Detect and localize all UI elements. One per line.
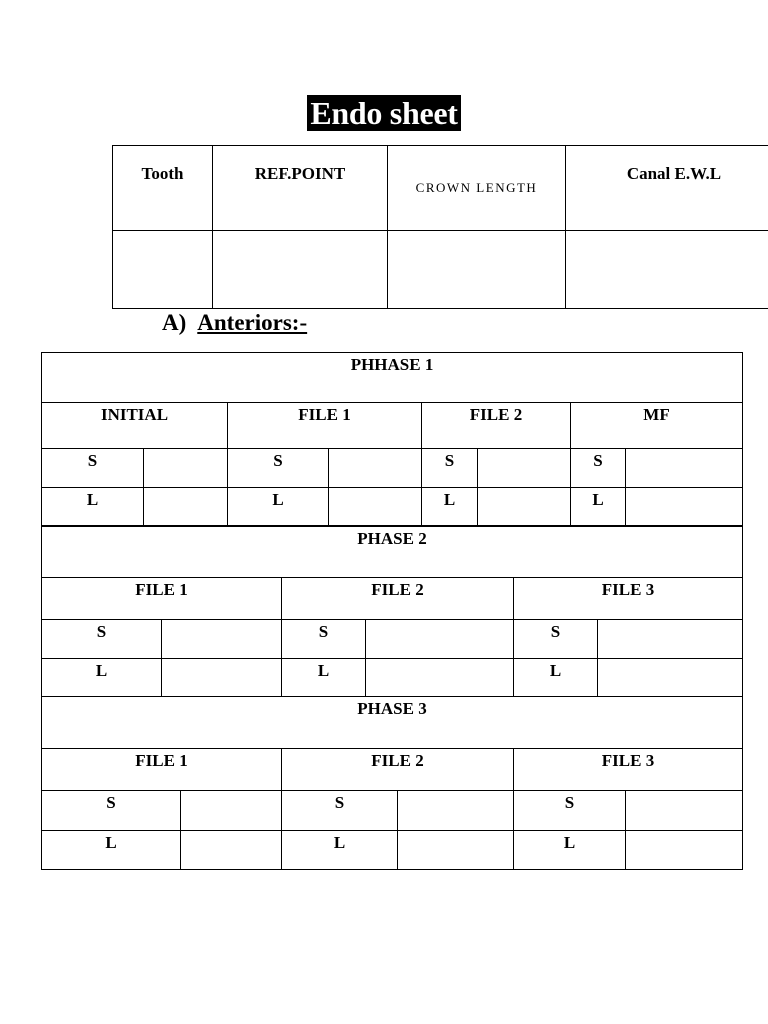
phase-1-file2-l-entry[interactable] xyxy=(478,488,571,526)
phase-1-file-initial: INITIAL xyxy=(42,403,228,449)
ref-point-value-cell[interactable] xyxy=(213,231,388,309)
phase-2-file-1: FILE 1 xyxy=(42,578,282,620)
phase-1-s-label: S xyxy=(422,449,478,488)
phase-2-file3-s-entry[interactable] xyxy=(598,620,743,659)
phase-1-l-label: L xyxy=(422,488,478,526)
phase-1-s-label: S xyxy=(571,449,626,488)
tooth-header-table xyxy=(112,145,768,309)
phase-2-file2-s-entry[interactable] xyxy=(366,620,514,659)
phase-3-s-label: S xyxy=(42,791,181,831)
phase-3-l-label: L xyxy=(514,831,626,870)
phase-1-s-label: S xyxy=(228,449,329,488)
phase-3-title: PHASE 3 xyxy=(42,697,743,749)
phase-2-s-label: S xyxy=(514,620,598,659)
phase-2-table xyxy=(41,526,743,697)
phase-1-l-label: L xyxy=(571,488,626,526)
phase-1-file-2: FILE 2 xyxy=(422,403,571,449)
phase-1-s-label: S xyxy=(42,449,144,488)
phase-2-s-label: S xyxy=(282,620,366,659)
tooth-value-cell[interactable] xyxy=(113,231,213,309)
phase-2-file1-s-entry[interactable] xyxy=(162,620,282,659)
phase-1-initial-s-entry[interactable] xyxy=(144,449,228,488)
phase-1-l-label: L xyxy=(42,488,144,526)
phase-3-file3-s-entry[interactable] xyxy=(626,791,743,831)
section-heading xyxy=(162,310,307,336)
phase-2-file1-l-entry[interactable] xyxy=(162,659,282,697)
phase-2-s-label: S xyxy=(42,620,162,659)
phase-1-initial-l-entry[interactable] xyxy=(144,488,228,526)
phase-1-mf-l-entry[interactable] xyxy=(626,488,743,526)
phase-3-file1-l-entry[interactable] xyxy=(181,831,282,870)
phase-1-table xyxy=(41,352,743,526)
phase-2-file2-l-entry[interactable] xyxy=(366,659,514,697)
phase-3-file2-s-entry[interactable] xyxy=(398,791,514,831)
phase-3-file-3: FILE 3 xyxy=(514,749,743,791)
phase-3-file3-l-entry[interactable] xyxy=(626,831,743,870)
phase-2-l-label: L xyxy=(282,659,366,697)
canal-ewl-value-cell[interactable] xyxy=(566,231,768,309)
phase-3-file2-l-entry[interactable] xyxy=(398,831,514,870)
ref-point-column-header: REF.POINT xyxy=(213,146,388,231)
phase-3-l-label: L xyxy=(42,831,181,870)
phase-3-s-label: S xyxy=(514,791,626,831)
phase-3-file1-s-entry[interactable] xyxy=(181,791,282,831)
phase-1-title: PHHASE 1 xyxy=(42,353,743,403)
section-label: Anteriors:- xyxy=(197,310,308,335)
phase-1-file-mf: MF xyxy=(571,403,743,449)
phase-2-file3-l-entry[interactable] xyxy=(598,659,743,697)
phase-3-file-2: FILE 2 xyxy=(282,749,514,791)
phase-1-file1-l-entry[interactable] xyxy=(329,488,422,526)
phase-1-l-label: L xyxy=(228,488,329,526)
phase-1-mf-s-entry[interactable] xyxy=(626,449,743,488)
phase-2-file-3: FILE 3 xyxy=(514,578,743,620)
crown-length-value-cell[interactable] xyxy=(388,231,566,309)
phase-2-l-label: L xyxy=(42,659,162,697)
phase-1-file-1: FILE 1 xyxy=(228,403,422,449)
crown-length-column-header: CROWN LENGTH xyxy=(388,146,566,231)
phase-1-file2-s-entry[interactable] xyxy=(478,449,571,488)
phase-3-l-label: L xyxy=(282,831,398,870)
canal-ewl-column-header: Canal E.W.L xyxy=(566,146,768,231)
phase-2-title: PHASE 2 xyxy=(42,527,743,578)
phase-3-table xyxy=(41,696,743,870)
phase-3-s-label: S xyxy=(282,791,398,831)
phase-1-file1-s-entry[interactable] xyxy=(329,449,422,488)
section-marker: A) xyxy=(162,310,187,335)
page-title: Endo sheet xyxy=(307,95,461,131)
tooth-column-header: Tooth xyxy=(113,146,213,231)
phase-2-l-label: L xyxy=(514,659,598,697)
phase-2-file-2: FILE 2 xyxy=(282,578,514,620)
phase-3-file-1: FILE 1 xyxy=(42,749,282,791)
